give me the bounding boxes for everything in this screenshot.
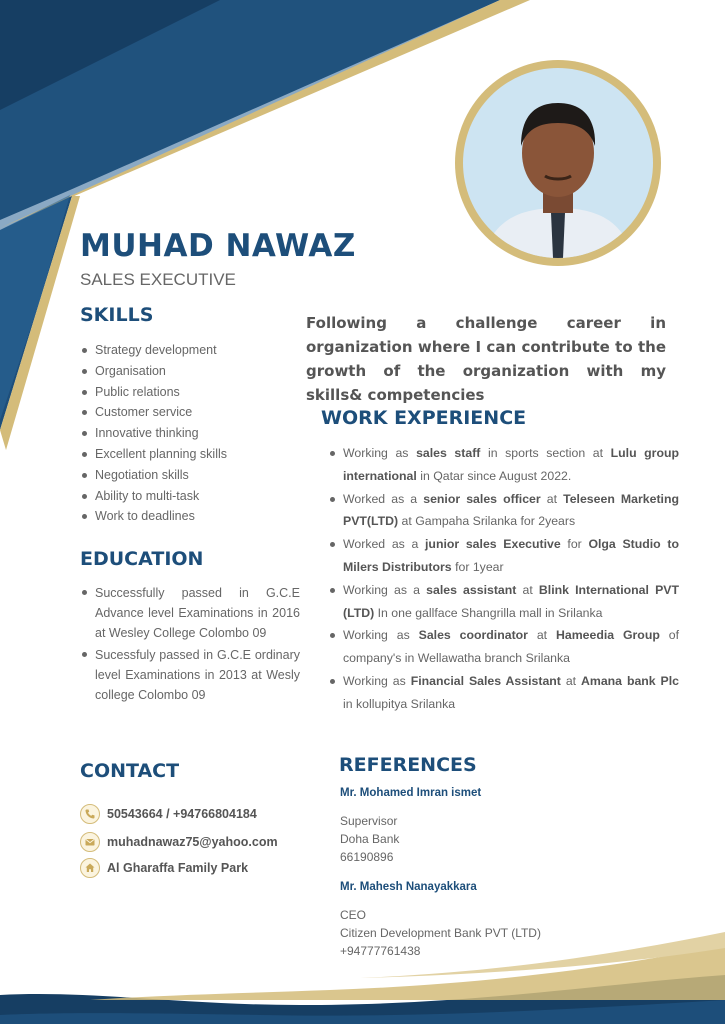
education-item: Successfully passed in G.C.E Advance level Examinations in 2016 at Wesley College Colombo 09 (80, 583, 300, 643)
reference-company: Citizen Development Bank PVT (LTD) (340, 926, 541, 940)
skill-item: Excellent planning skills (80, 444, 280, 465)
skill-item: Negotiation skills (80, 465, 280, 486)
portrait-image (463, 68, 653, 258)
skill-item: Work to deadlines (80, 506, 280, 527)
reference-company: Doha Bank (340, 832, 400, 846)
profile-photo (455, 60, 661, 266)
skills-heading: SKILLS (80, 304, 154, 326)
work-item: Working as Sales coordinator at Hameedia Group of company's in Wellawatha branch Srilanka (328, 624, 679, 670)
education-heading: EDUCATION (80, 548, 204, 570)
skill-item: Innovative thinking (80, 423, 280, 444)
work-item: Working as Financial Sales Assistant at Amana bank Plc in kollupitya Srilanka (328, 670, 679, 716)
email-icon (80, 832, 100, 852)
candidate-name: MUHAD NAWAZ (80, 228, 356, 264)
skill-item: Organisation (80, 361, 280, 382)
contact-address (80, 857, 248, 879)
work-item: Working as a sales assistant at Blink International PVT (LTD) In one gallface Shangrilla mall in Srilanka (328, 579, 679, 625)
reference-phone: 66190896 (340, 850, 394, 864)
work-item: Worked as a senior sales officer at Teleseen Marketing PVT(LTD) at Gampaha Srilanka for 2years (328, 488, 679, 534)
skill-item: Customer service (80, 402, 280, 423)
home-icon (80, 858, 100, 878)
work-experience-list (328, 442, 679, 716)
contact-heading: CONTACT (80, 760, 180, 782)
reference-name: Mr. Mohamed Imran ismet (340, 787, 482, 799)
job-title: SALES EXECUTIVE (80, 270, 236, 289)
reference-name: Mr. Mahesh Nanayakkara (340, 881, 477, 893)
email-text: muhadnawaz75@yahoo.com (107, 835, 278, 849)
skill-item: Public relations (80, 382, 280, 403)
reference-phone: +94777761438 (340, 944, 421, 958)
education-list (80, 583, 300, 705)
contact-email (80, 831, 278, 853)
reference-position: Supervisor (340, 814, 398, 828)
phone-text: 50543664 / +94766804184 (107, 807, 257, 821)
reference-position: CEO (340, 908, 367, 922)
skill-item: Strategy development (80, 340, 280, 361)
education-item: Sucessfuly passed in G.C.E ordinary level Examinations in 2013 at Wesly college Colombo 09 (80, 645, 300, 705)
contact-phone (80, 803, 257, 825)
skills-list (80, 340, 280, 527)
phone-icon (80, 804, 100, 824)
work-item: Working as sales staff in sports section at Lulu group international in Qatar since August 2022. (328, 442, 679, 488)
skill-item: Ability to multi-task (80, 486, 280, 507)
address-text: Al Gharaffa Family Park (107, 861, 249, 875)
avatar (463, 68, 653, 258)
work-item: Worked as a junior sales Executive for Olga Studio to Milers Distributors for 1year (328, 533, 679, 579)
career-objective: Following a challenge career in organization where I can contribute to the growth of the organization with my skills& competencies (306, 314, 666, 404)
work-experience-heading: WORK EXPERIENCE (321, 407, 527, 429)
references-heading: REFERENCES (339, 754, 477, 776)
